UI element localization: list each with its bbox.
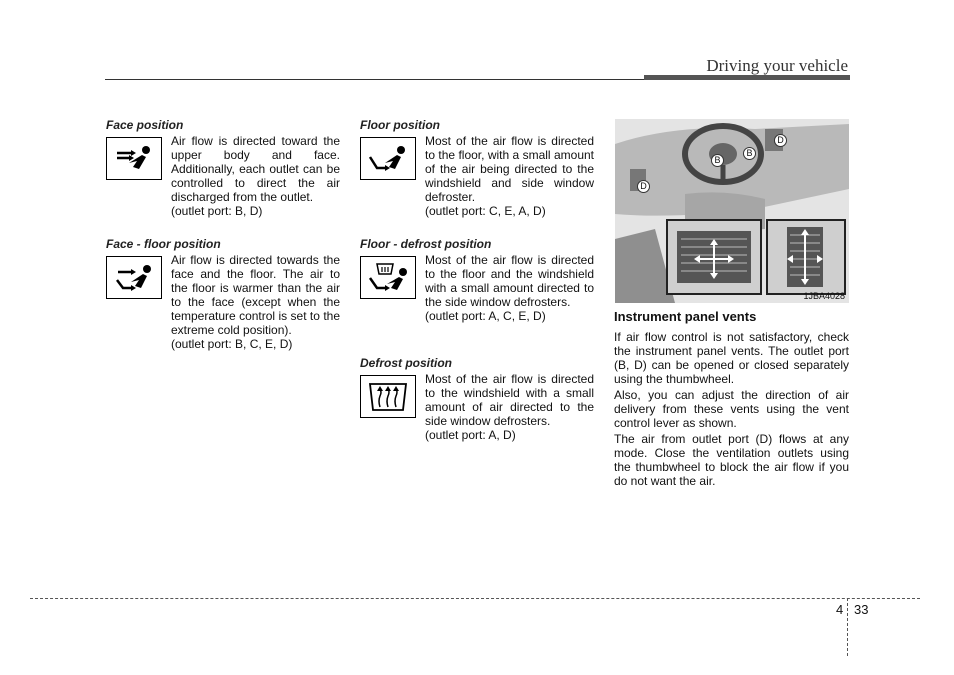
floor-position-section [360, 118, 594, 218]
chapter-number: 4 [836, 602, 844, 617]
page-number: 33 [854, 602, 869, 617]
outlet-port-text: (outlet port: B, C, E, D) [171, 337, 293, 351]
floor-defrost-icon [360, 256, 416, 299]
outlet-label-d: D [637, 180, 650, 193]
dashboard-illustration [615, 119, 849, 303]
face-floor-position-section [106, 237, 340, 351]
section-title: Defrost position [360, 356, 452, 370]
face-vent-icon [106, 137, 162, 180]
instrument-panel-vents-section [614, 309, 849, 490]
figure-code: 1JBA4028 [803, 291, 845, 301]
outlet-label-b: B [743, 147, 756, 160]
outlet-port-text: (outlet port: A, D) [425, 428, 516, 442]
section-heading: Instrument panel vents [614, 309, 757, 324]
defrost-position-section [360, 356, 594, 442]
section-text: Air flow is directed towards the face and the floor. The air to the floor is warmer than the air to the face (except when the temperature control is set to the extreme cold position). [171, 253, 340, 337]
floor-defrost-position-section [360, 237, 594, 323]
section-text: Most of the air flow is directed to the floor, with a small amount of the air being directed to the windshield and side window defroster. [425, 134, 594, 204]
instrument-panel-figure [615, 119, 849, 303]
page-header-title: Driving your vehicle [706, 56, 848, 75]
outlet-label-b: B [711, 154, 724, 167]
outlet-label-d: D [774, 134, 787, 147]
defrost-icon [360, 375, 416, 418]
section-title: Face - floor position [106, 237, 221, 251]
face-floor-vent-icon [106, 256, 162, 299]
section-title: Face position [106, 118, 184, 132]
section-title: Floor - defrost position [360, 237, 492, 251]
floor-vent-icon [360, 137, 416, 180]
footer-divider [847, 598, 848, 656]
face-position-section [106, 118, 340, 218]
footer-rule [30, 598, 920, 599]
outlet-port-text: (outlet port: B, D) [171, 204, 263, 218]
section-text: Most of the air flow is directed to the floor and the windshield with a small amount directed to the side window defrosters. [425, 253, 594, 309]
paragraph: The air from outlet port (D) flows at any mode. Close the ventilation outlets using the thumbwheel to block the air flow if you do not want the air. [614, 432, 849, 488]
paragraph: If air flow control is not satisfactory, check the instrument panel vents. The outlet port (B, D) can be opened or closed separately using the thumbwheel. [614, 330, 849, 386]
outlet-port-text: (outlet port: A, C, E, D) [425, 309, 546, 323]
section-title: Floor position [360, 118, 440, 132]
section-text: Most of the air flow is directed to the windshield with a small amount of air directed to the side window defrosters. [425, 372, 594, 428]
section-text: Air flow is directed toward the upper body and face. Additionally, each outlet can be controlled to direct the air discharged from the outlet. [171, 134, 340, 204]
outlet-port-text: (outlet port: C, E, A, D) [425, 204, 546, 218]
paragraph: Also, you can adjust the direction of air delivery from these vents using the vent control lever as shown. [614, 388, 849, 430]
